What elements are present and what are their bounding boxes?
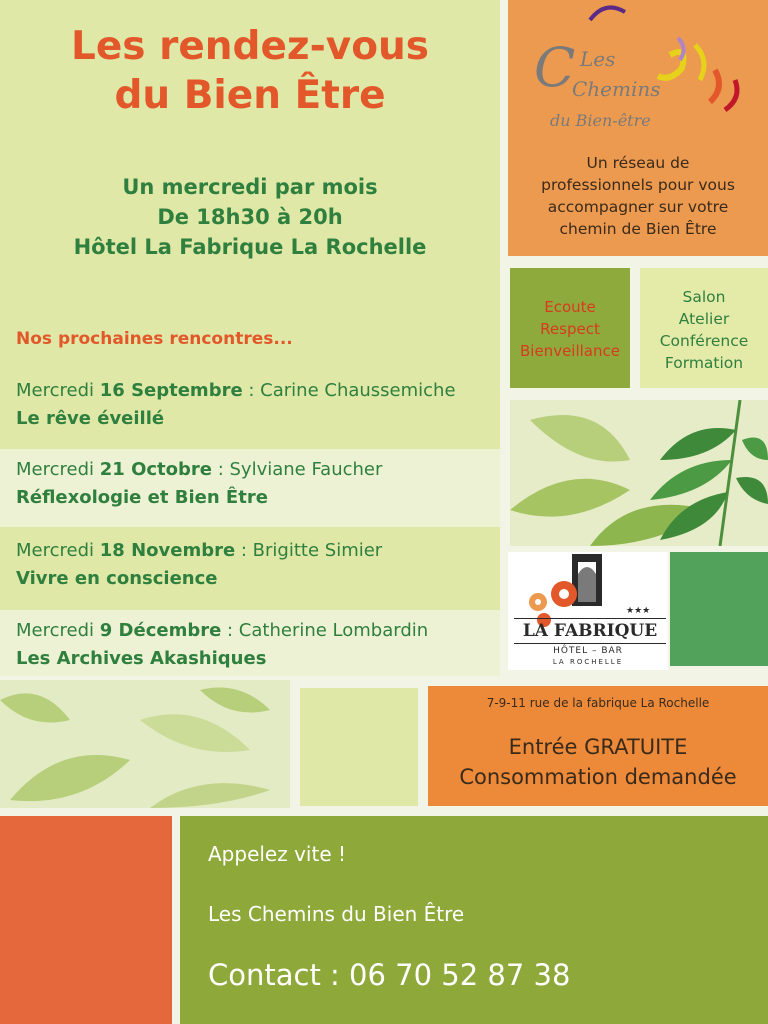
event-prefix: Mercredi — [16, 380, 95, 401]
formats-box — [640, 268, 768, 388]
schedule-frequency: Un mercredi par mois — [122, 175, 378, 199]
events-heading: Nos prochaines rencontres... — [16, 329, 293, 349]
venue-type: HÔTEL – BAR — [553, 646, 623, 656]
event-date: 21 Octobre — [99, 459, 212, 480]
leaf-icon — [0, 680, 290, 808]
event-prefix: Mercredi — [16, 540, 95, 561]
event-speaker: : Sylviane Faucher — [211, 459, 383, 480]
value-bienveillance: Bienveillance — [520, 342, 620, 360]
event-topic: Réflexologie et Bien Être — [16, 487, 268, 508]
network-line: Un réseau de — [586, 154, 690, 172]
event-date: 16 Septembre — [99, 380, 243, 401]
venue-name: LA FABRIQUE — [514, 618, 666, 644]
format-atelier: Atelier — [678, 310, 730, 328]
event-date: 18 Novembre — [99, 540, 236, 561]
format-salon: Salon — [682, 288, 726, 306]
decor-red-square — [0, 816, 172, 1024]
title-line1: Les rendez-vous — [71, 24, 429, 69]
event-topic: Le rêve éveillé — [16, 408, 165, 429]
decor-light-square — [300, 688, 418, 806]
format-conference: Conférence — [659, 332, 749, 350]
event-topic: Vivre en conscience — [16, 568, 218, 589]
network-line: chemin de Bien Être — [559, 220, 717, 238]
schedule-time: De 18h30 à 20h — [157, 205, 343, 229]
event-item — [0, 370, 500, 448]
value-respect: Respect — [540, 320, 600, 338]
event-line — [16, 380, 456, 401]
network-description — [508, 152, 768, 240]
event-prefix: Mercredi — [16, 620, 95, 641]
leaf-illustration-2 — [0, 680, 290, 808]
venue-address: 7-9-11 rue de la fabrique La Rochelle — [486, 696, 710, 710]
schedule-venue: Hôtel La Fabrique La Rochelle — [73, 235, 427, 259]
event-topic: Les Archives Akashiques — [16, 648, 267, 669]
network-line: accompagner sur votre — [547, 198, 729, 216]
title-line2: du Bien Être — [114, 73, 386, 118]
organization-name: Les Chemins du Bien Être — [208, 902, 465, 926]
event-line — [16, 459, 382, 480]
event-line — [16, 540, 382, 561]
leaf-illustration — [510, 400, 768, 546]
schedule-info — [0, 172, 500, 262]
entry-free: Entrée GRATUITE — [508, 735, 688, 759]
format-formation: Formation — [664, 354, 744, 372]
chemins-logo — [520, 0, 760, 140]
event-speaker: : Brigitte Simier — [235, 540, 383, 561]
event-date: 9 Décembre — [99, 620, 222, 641]
logo-line3: du Bien-être — [550, 111, 651, 130]
decor-green-square — [670, 552, 768, 666]
event-item — [0, 449, 500, 527]
entry-consumption: Consommation demandée — [459, 765, 737, 789]
values-list — [510, 296, 630, 362]
event-prefix: Mercredi — [16, 459, 95, 480]
logo-line2: Chemins — [572, 77, 661, 101]
formats-list — [640, 286, 768, 374]
venue-logo — [508, 552, 668, 670]
entry-info — [428, 732, 768, 792]
event-item — [0, 610, 500, 676]
venue-city: LA ROCHELLE — [552, 658, 624, 666]
leaf-icon — [510, 400, 768, 546]
logo-line1: Les — [580, 47, 616, 71]
logo-c-initial: C — [534, 36, 576, 99]
contact-phone: Contact : 06 70 52 87 38 — [208, 958, 571, 992]
call-to-action: Appelez vite ! — [208, 842, 347, 866]
venue-stars: ★★★ — [626, 606, 651, 616]
event-line — [16, 620, 428, 641]
page-title — [0, 22, 500, 120]
event-speaker: : Catherine Lombardin — [221, 620, 429, 641]
event-item — [0, 530, 500, 608]
network-line: professionnels pour vous — [541, 176, 735, 194]
event-speaker: : Carine Chaussemiche — [242, 380, 456, 401]
values-box — [510, 268, 630, 388]
value-ecoute: Ecoute — [544, 298, 596, 316]
